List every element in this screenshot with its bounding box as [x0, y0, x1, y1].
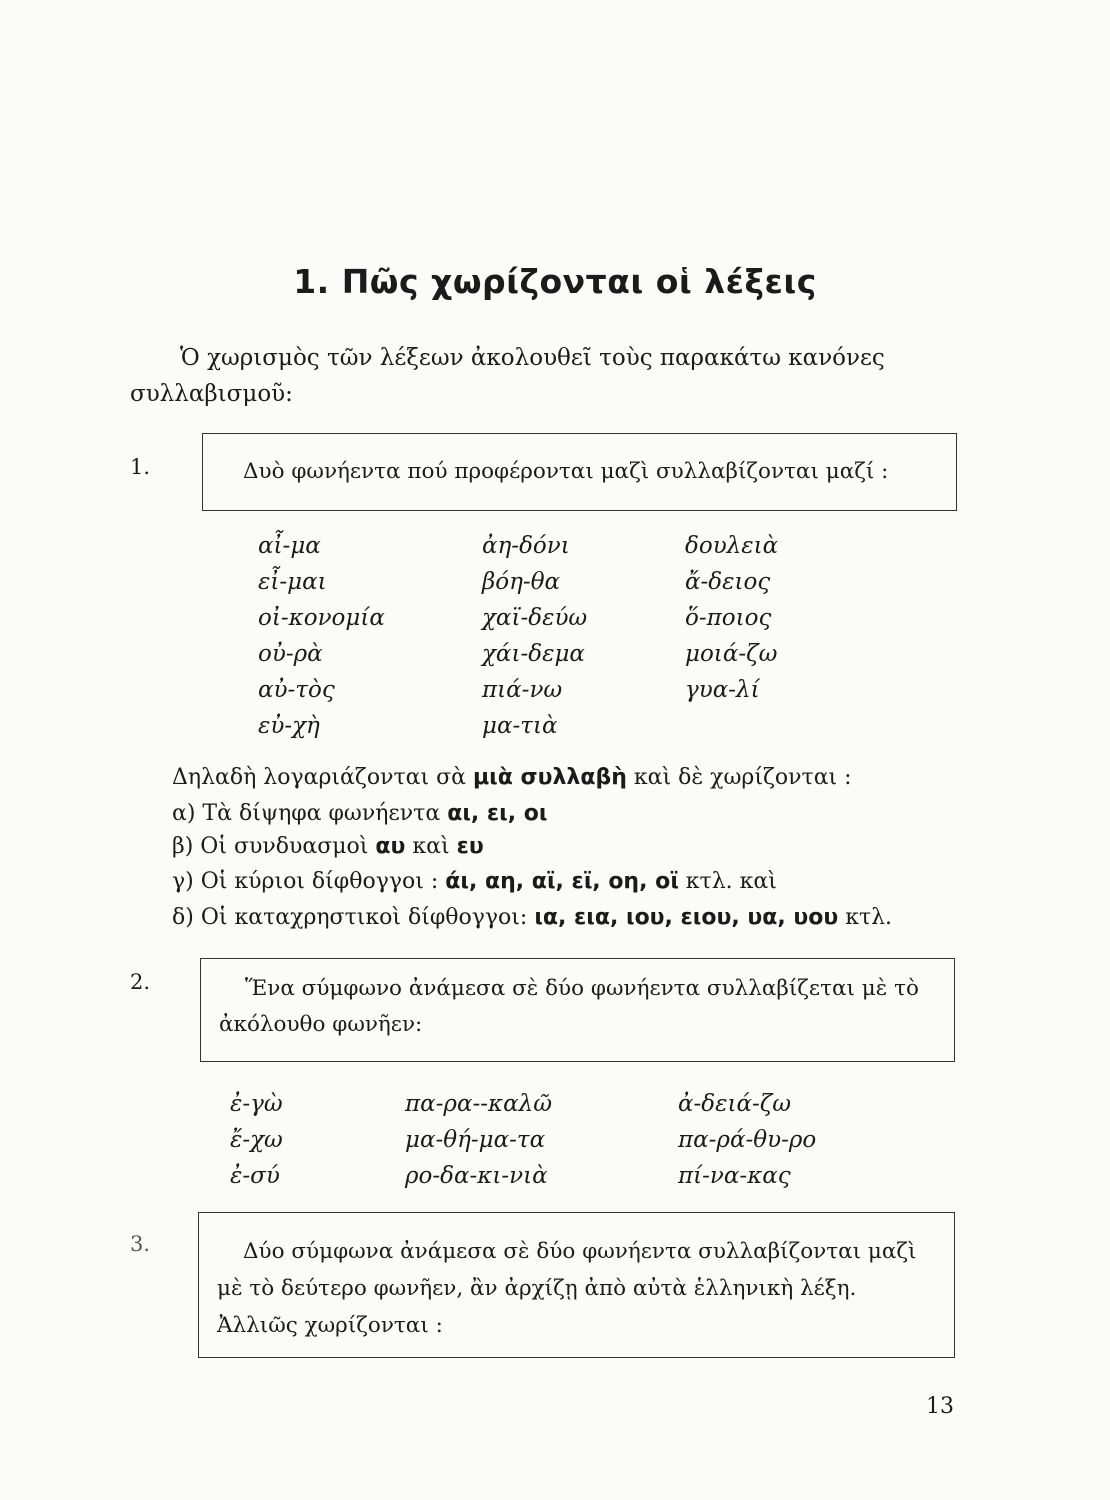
example-word: ἐ-σύ [230, 1163, 280, 1189]
rule-1-examples-col-3 [685, 528, 778, 708]
example-word: ρο-δα-κι-νιὰ [405, 1163, 548, 1189]
example-word: ἀη-δόνι [482, 533, 570, 559]
section-title: 1. Πῶς χωρίζονται οἱ λέξεις [293, 262, 817, 301]
example-word: πα-ρα--καλῶ [405, 1091, 552, 1117]
explanation-item-d: δ) Οἱ καταχρηστικοὶ δίφθογγοι: ια, εια, ιου, ειου, υα, υου κτλ. [172, 905, 893, 930]
example-word: μα-τιὰ [482, 713, 558, 739]
example-word: αἶ-μα [258, 533, 321, 559]
example-word: χάι-δεμα [482, 641, 585, 667]
rule-1-number: 1. [130, 455, 151, 479]
example-word: οὐ-ρὰ [258, 641, 323, 667]
example-word: αὐ-τὸς [258, 677, 335, 703]
example-word: ἀ-δειά-ζω [678, 1091, 792, 1117]
explanation-item-c: γ) Οἱ κύριοι δίφθογγοι : άι, αη, αϊ, εϊ, οη, οϊ κτλ. καὶ [172, 869, 777, 894]
rule-1-text: Δυὸ φωνήεντα πού προφέρονται μαζὶ συλλαβίζονται μαζί : [243, 459, 889, 484]
explanation-item-a: α) Τὰ δίψηφα φωνήεντα αι, ει, οι [172, 801, 548, 826]
example-word: βόη-θα [482, 569, 561, 595]
rule-3-box [198, 1212, 955, 1358]
example-word: δουλειὰ [685, 533, 779, 559]
example-word: εὐ-χὴ [258, 713, 320, 739]
explanation-item-b: β) Οἱ συνδυασμοὶ αυ καὶ ευ [172, 834, 484, 859]
example-word: ἄ-δειος [685, 569, 771, 595]
page-number: 13 [926, 1394, 954, 1419]
example-word: πα-ρά-θυ-ρο [678, 1127, 817, 1153]
example-word: ἐ-γὼ [230, 1091, 283, 1117]
rule-2-box [200, 958, 955, 1062]
rule-1-examples-col-2 [482, 528, 587, 744]
rule-2-examples-col-3 [678, 1086, 816, 1194]
rule-2-number: 2. [130, 970, 151, 994]
example-word: εἶ-μαι [258, 569, 327, 595]
example-word: πί-να-κας [678, 1163, 791, 1189]
explanation-intro: Δηλαδὴ λογαριάζονται σὰ μιὰ συλλαβὴ καὶ δὲ χωρίζονται : [172, 765, 852, 790]
rule-3-number: 3. [130, 1232, 151, 1256]
example-word: πιά-νω [482, 677, 563, 703]
rule-2-text: Ἕνα σύμφωνο ἀνάμεσα σὲ δύο φωνήεντα συλλαβίζεται μὲ τὸ ἀκόλουθο φωνῆεν: [219, 976, 919, 1037]
example-word: μοιά-ζω [685, 641, 778, 667]
rule-2-examples-col-2 [405, 1086, 552, 1194]
example-word: γυα-λί [685, 677, 760, 703]
intro-paragraph: Ὁ χωρισμὸς τῶν λέξεων ἀκολουθεῖ τοὺς παρακάτω κανόνες συλλαβισμοῦ: [130, 345, 885, 407]
example-word: ἔ-χω [230, 1127, 283, 1153]
rule-3-text: Δύο σύμφωνα ἀνάμεσα σὲ δύο φωνήεντα συλλαβίζονται μαζὶ μὲ τὸ δεύτερο φωνῆεν, ἂν ἀρχίζῃ ἀπὸ αὐτὰ ἑλληνικὴ λέξη. Ἀλλιῶς χωρίζονται : [217, 1239, 917, 1338]
example-word: οἰ-κονομία [258, 605, 385, 631]
example-word: χαϊ-δεύω [482, 605, 588, 631]
example-word: μα-θή-μα-τα [405, 1127, 546, 1153]
rule-1-examples-col-1 [258, 528, 385, 744]
example-word: ὅ-ποιος [685, 605, 772, 631]
rule-1-box [202, 433, 957, 511]
rule-2-examples-col-1 [230, 1086, 283, 1194]
